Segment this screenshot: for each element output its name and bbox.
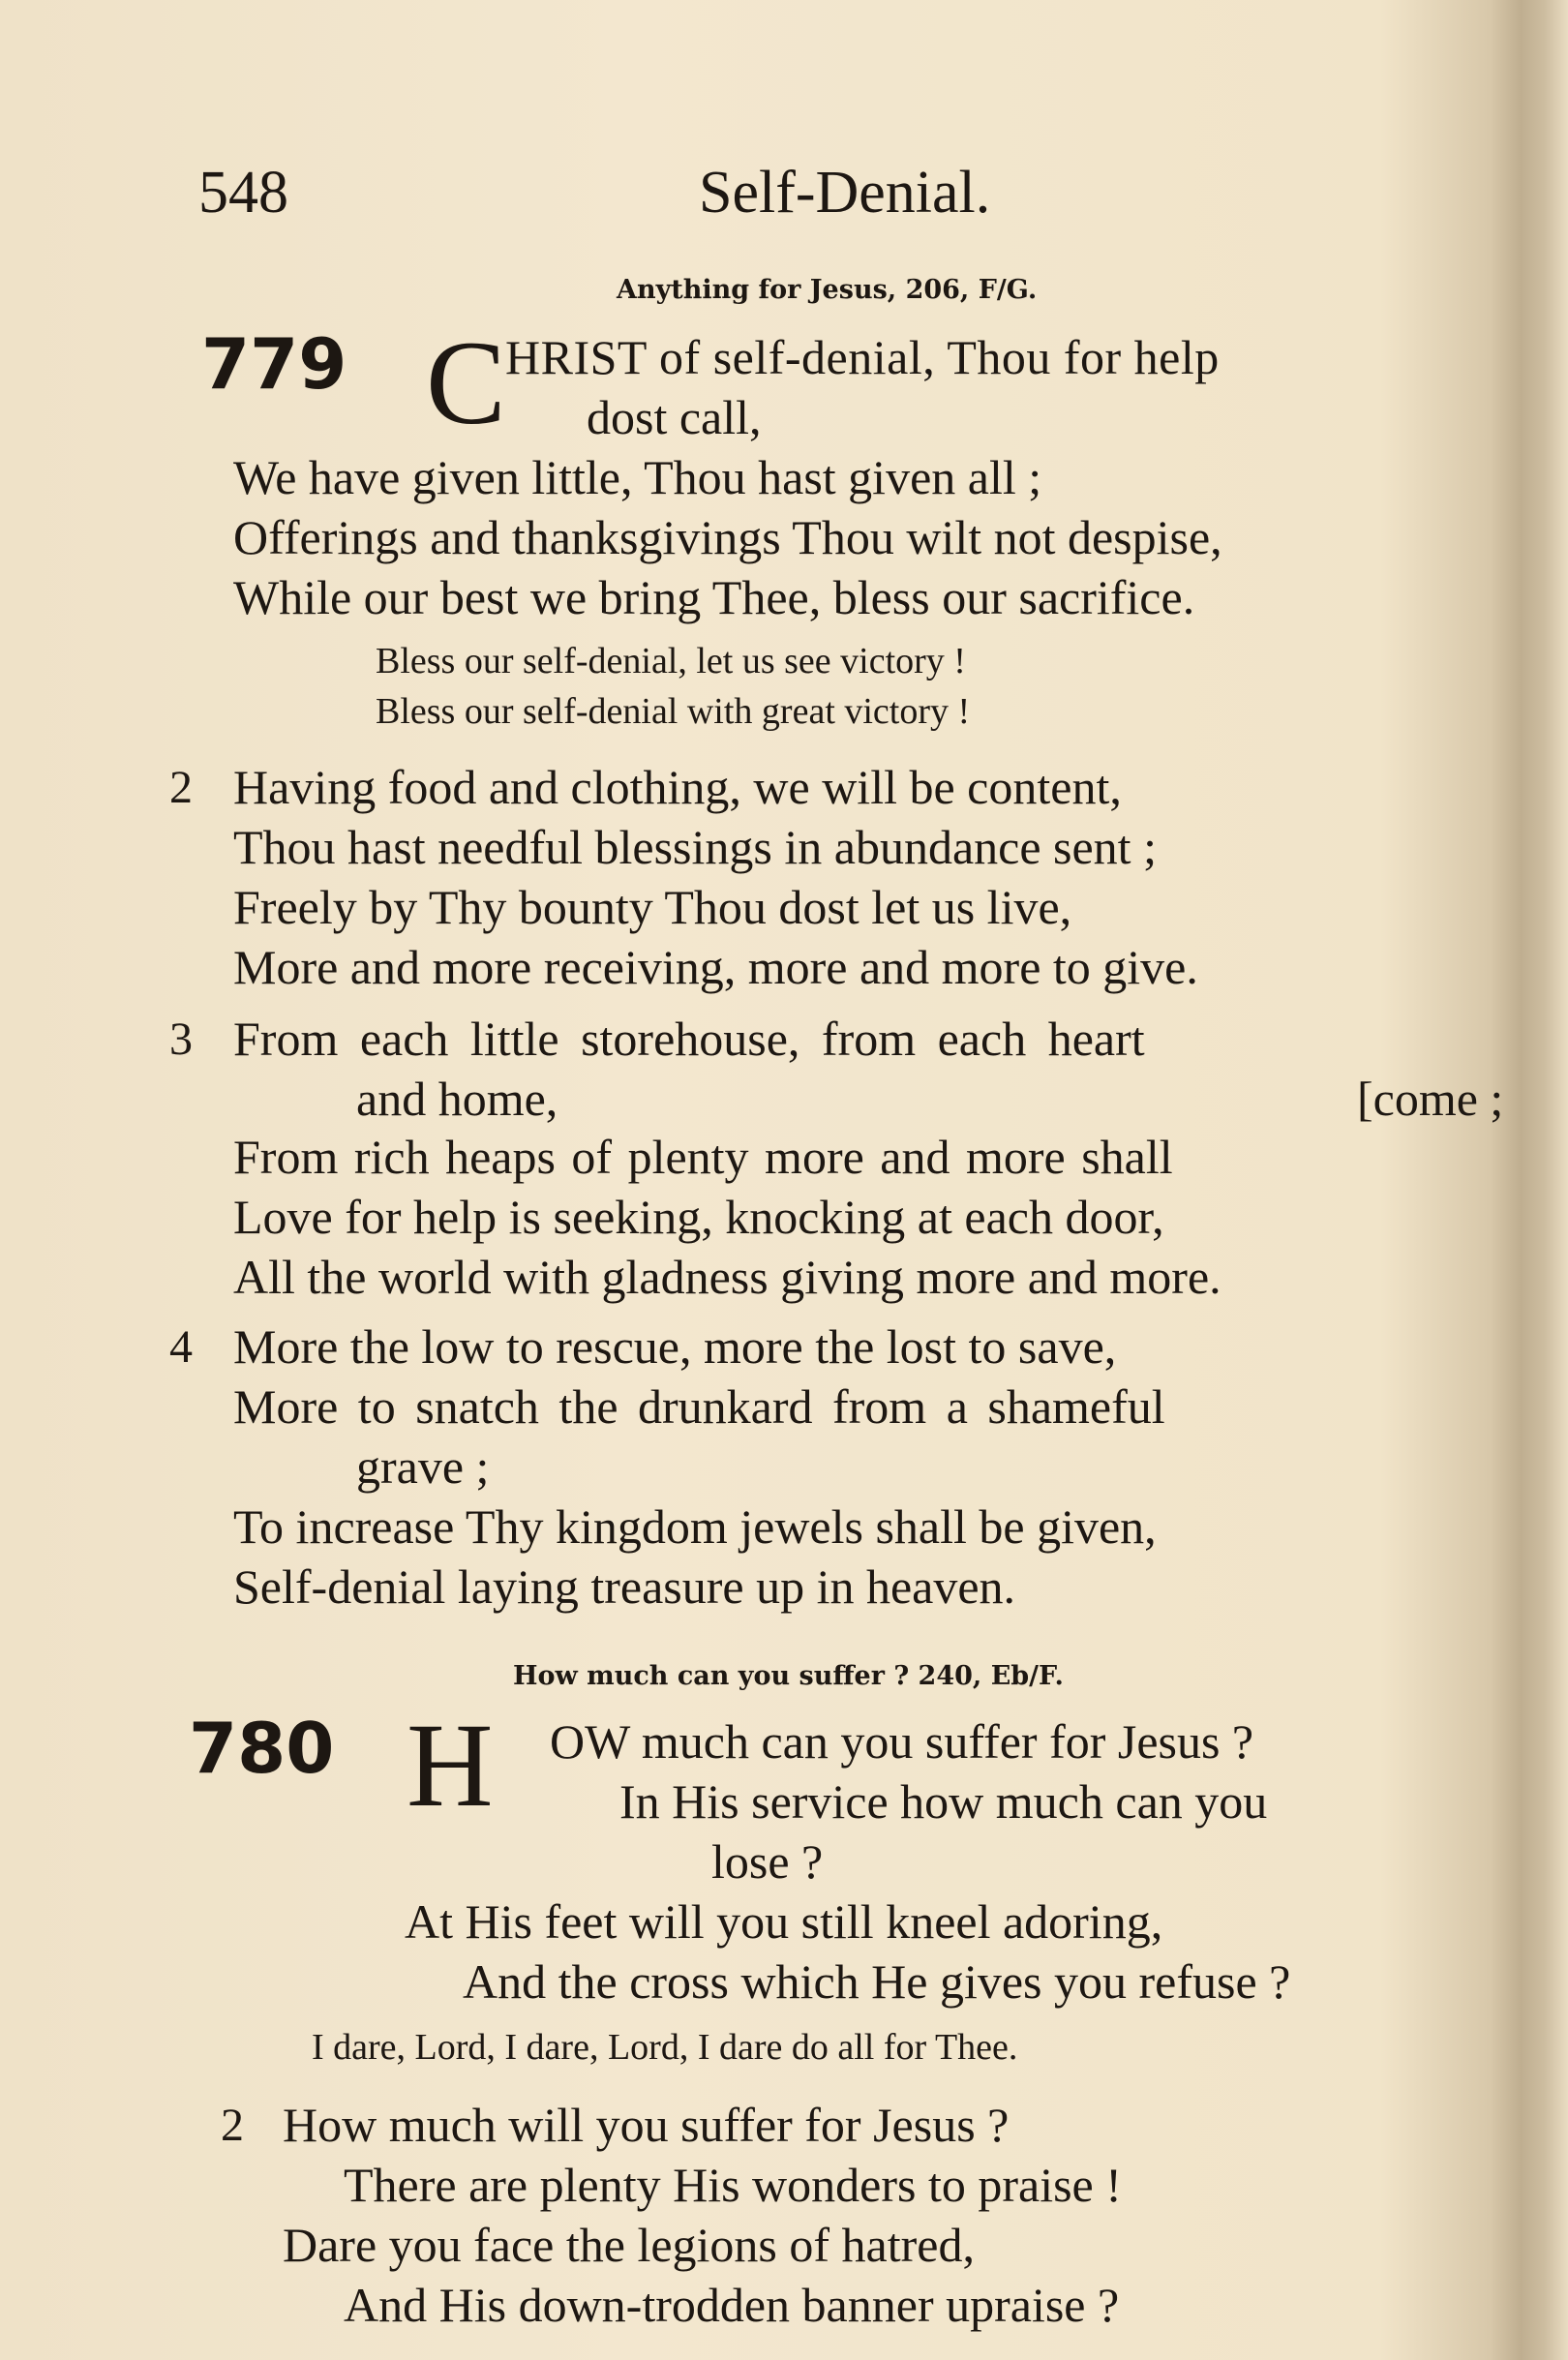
page-number: 548 [198,160,288,226]
hymn-line: In His service how much can you [619,1774,1268,1829]
drop-cap: C [426,317,506,449]
hymn-line: lose ? [711,1834,824,1889]
hymn-line: Having food and clothing, we will be content, [233,760,1122,814]
hymn-line: OW much can you suffer for Jesus ? [550,1714,1254,1769]
hymn-line: While our best we bring Thee, bless our sacrifice. [233,570,1195,624]
hymn-line: grave ; [356,1439,490,1494]
hymn-number: 780 [189,1708,335,1789]
verse-number: 2 [169,762,193,813]
hymn-line: Offerings and thanksgivings Thou wilt not despise, [233,510,1222,564]
hymn-line: More to snatch the drunkard from a shameful [233,1379,1165,1434]
verse-number: 4 [169,1321,193,1373]
hymn-line: All the world with gladness giving more and more. [233,1250,1221,1304]
verse-number: 3 [169,1014,193,1065]
refrain-line: Bless our self-denial with great victory ! [376,691,971,732]
hymn-line: And the cross which He gives you refuse ? [463,1954,1291,2009]
hymn-line: Self-denial laying treasure up in heaven. [233,1559,1016,1614]
tune-reference: How much can you suffer ? 240, Eb/F. [513,1661,1064,1691]
hymn-line: How much will you suffer for Jesus ? [283,2098,1010,2152]
hymn-line: At His feet will you still kneel adoring, [405,1894,1163,1949]
refrain-line: I dare, Lord, I dare, Lord, I dare do all for Thee. [312,2027,1018,2068]
hymn-line: From each little storehouse, from each heart [233,1012,1145,1066]
verse-number: 2 [221,2100,244,2151]
hymn-line: To increase Thy kingdom jewels shall be given, [233,1499,1157,1554]
hymn-line: Thou hast needful blessings in abundance sent ; [233,820,1157,874]
hymn-line: HRIST of self-denial, Thou for help [505,330,1220,384]
tune-reference: Anything for Jesus, 206, F/G. [617,275,1038,305]
hymn-line: There are plenty His wonders to praise ! [344,2158,1122,2212]
page-title: Self-Denial. [699,160,991,226]
hymn-line: and home, [356,1072,558,1126]
hymn-line: Love for help is seeking, knocking at each door, [233,1190,1164,1244]
refrain-line: Bless our self-denial, let us see victory ! [376,641,966,681]
hymn-number: 779 [201,323,347,405]
hymn-line: Dare you face the legions of hatred, [283,2218,975,2272]
hymn-line: And His down-trodden banner upraise ? [344,2278,1120,2332]
hymn-line: We have given little, Thou hast given all ; [233,450,1042,504]
hymn-line: More the low to rescue, more the lost to save, [233,1319,1117,1374]
drop-cap: H [407,1699,494,1831]
hymn-line: From rich heaps of plenty more and more shall [233,1130,1173,1184]
hymn-line: Freely by Thy bounty Thou dost let us live, [233,880,1072,934]
hymn-line: dost call, [587,390,762,444]
hymn-line: [come ; [1357,1072,1504,1126]
hymn-line: More and more receiving, more and more to give. [233,940,1198,994]
